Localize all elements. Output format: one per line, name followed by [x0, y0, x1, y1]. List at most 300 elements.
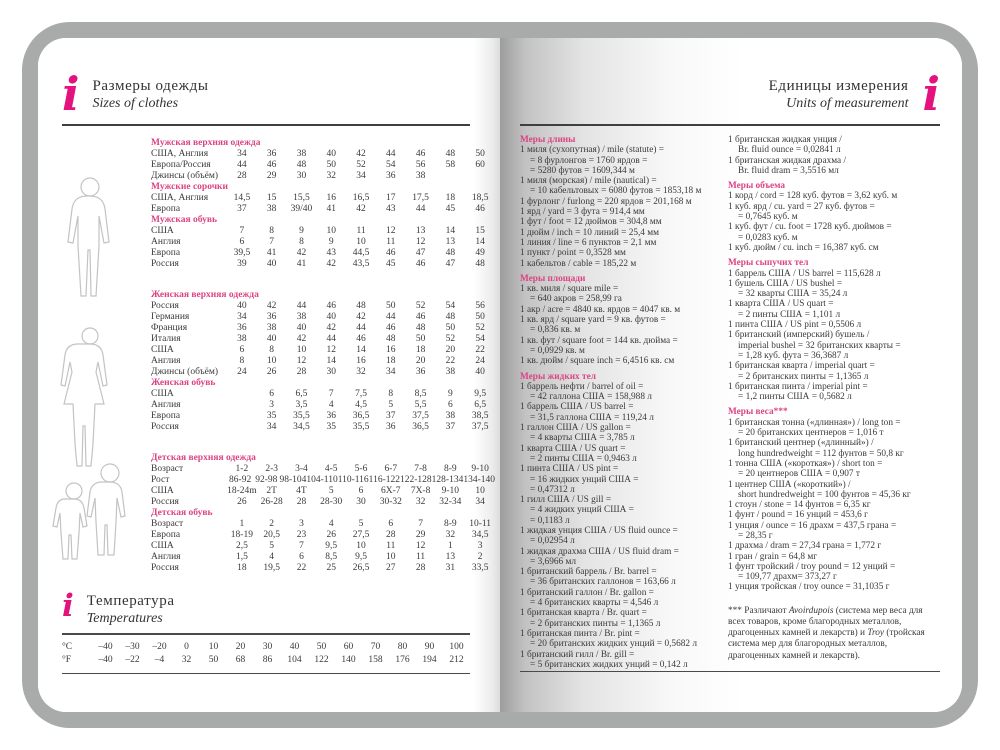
size-value: 7-8	[414, 464, 427, 474]
size-value: 50	[415, 334, 426, 344]
row-label: США, Англия	[151, 193, 209, 203]
size-value: 44	[237, 160, 247, 170]
unit-line: short hundredweight = 100 фунтов = 45,36 кг	[738, 489, 911, 500]
size-value: 52	[475, 323, 485, 333]
unit-line: = 4 британских кварты = 4,546 л	[530, 598, 659, 609]
size-value: 42	[296, 334, 307, 344]
size-value: 10	[386, 552, 396, 562]
unit-entry	[728, 382, 940, 403]
man-silhouette-image	[58, 176, 122, 306]
left-titles	[92, 72, 208, 112]
unit-line: 1 унция / ounce = 16 драхм = 437,5 грана =	[728, 520, 897, 531]
size-row	[151, 248, 495, 259]
size-value: 28	[415, 563, 426, 573]
temperature-value: 104	[287, 655, 302, 665]
unit-line: 1 миля (сухопутная) / mile (statute) =	[520, 145, 665, 156]
unit-entry	[520, 145, 718, 176]
size-value: 46	[475, 204, 485, 214]
children-silhouette-image	[52, 451, 140, 563]
size-value: 5	[269, 541, 275, 551]
size-value: 36,5	[352, 411, 370, 421]
size-value: 6	[299, 552, 304, 562]
unit-entry	[520, 382, 718, 403]
size-value: 38	[445, 367, 456, 377]
size-value: 15,5	[293, 193, 310, 203]
size-value: 13	[445, 552, 456, 562]
unit-line: 1 стоун / stone = 14 фунтов = 6,35 кг	[728, 500, 871, 511]
unit-line: 1 центнер США («короткий») /	[728, 479, 851, 490]
size-value: 40	[475, 367, 485, 377]
unit-entry	[520, 444, 718, 465]
unit-entry	[520, 197, 718, 207]
temperature-value: 32	[181, 655, 192, 665]
size-section	[151, 182, 495, 215]
temperature-value: 40	[289, 641, 300, 652]
size-value: 6	[388, 519, 394, 529]
size-value: 38	[296, 149, 307, 159]
unit-line: = 2 пинты США = 0,9463 л	[530, 453, 637, 464]
size-value: 36	[326, 411, 336, 421]
size-value: 46	[326, 301, 336, 311]
size-value: 6	[358, 486, 364, 496]
size-value: 1-2	[235, 464, 249, 474]
size-value: 37	[445, 422, 456, 432]
size-value: 98-104	[279, 475, 307, 485]
size-value: 24	[475, 356, 485, 366]
section-heading: Женская обувь	[151, 378, 216, 388]
unit-line: = 2 пинты США = 1,101 л	[738, 309, 841, 320]
size-section	[151, 215, 495, 270]
unit-line: = 2 британских пинты = 1,1365 л	[530, 618, 661, 629]
size-value: 34	[237, 312, 247, 322]
size-value: 42	[356, 149, 366, 159]
unit-line: 1 галлон США / US gallon =	[520, 423, 631, 434]
size-value	[227, 411, 257, 422]
unit-line: long hundredweight = 112 фунтов = 50,8 кг	[738, 448, 904, 459]
size-value: 22	[475, 345, 485, 355]
size-value: 44	[296, 301, 307, 311]
size-value: 47	[415, 248, 426, 258]
size-row	[151, 334, 495, 345]
size-value: 44	[386, 312, 396, 322]
size-value: 37	[237, 204, 247, 214]
unit-entry	[520, 228, 718, 238]
size-value: 92-98	[255, 475, 278, 485]
row-label: Джинсы (объём)	[151, 367, 219, 377]
header-rule	[520, 124, 940, 126]
right-page-header	[520, 67, 940, 121]
unit-line: 1 линия / line = 6 пунктов = 2,1 мм	[520, 237, 657, 248]
temperature-rule-bottom	[62, 673, 470, 675]
size-row	[151, 411, 495, 422]
unit-line: = 4 кварты США = 3,785 л	[530, 433, 635, 444]
units-section-heading: Меры длины	[520, 135, 576, 145]
size-row	[151, 204, 495, 215]
unit-line: = 28,35 г	[738, 530, 773, 541]
unit-entry	[728, 135, 940, 156]
unit-entry	[520, 547, 718, 568]
size-value: 14	[326, 356, 336, 366]
row-label: Россия	[151, 563, 179, 573]
size-value: 4	[328, 400, 334, 410]
size-value: 36	[386, 171, 396, 181]
size-value: 28	[386, 530, 396, 540]
size-value: 128-134	[431, 475, 464, 485]
section-heading: Мужская верхняя одежда	[151, 138, 261, 148]
size-value: 16	[356, 356, 366, 366]
temperature-value: –20	[152, 641, 167, 652]
unit-line: 1 унция тройская / troy ounce = 31,1035 г	[728, 582, 890, 593]
unit-line: 1 дюйм / inch = 10 линий = 25,4 мм	[520, 227, 660, 238]
woman-silhouette-image	[54, 326, 124, 471]
size-value: 9,5	[474, 389, 487, 399]
row-label: Джинсы (объём)	[151, 171, 219, 181]
size-value: 27,5	[352, 530, 370, 540]
unit-line: = 640 акров = 258,99 га	[530, 294, 622, 305]
size-value: 46	[386, 323, 396, 333]
unit-line: 1 баррель США / US barrel =	[520, 402, 634, 413]
temperature-value: 100	[449, 641, 464, 652]
units-column-2	[728, 135, 940, 670]
size-value: 43	[386, 204, 396, 214]
size-section	[151, 290, 495, 378]
unit-entry	[520, 238, 718, 248]
size-value: 48	[415, 323, 426, 333]
size-value: 40	[326, 312, 336, 322]
row-label: Англия	[151, 356, 181, 366]
size-value: 20	[415, 356, 426, 366]
size-value: 42	[326, 259, 336, 269]
unit-line: 1 британский гилл / Br. gill =	[520, 649, 635, 660]
size-value: 12	[386, 226, 396, 236]
size-value: 10	[356, 237, 366, 247]
row-label: США	[151, 389, 174, 399]
size-value: 5	[358, 519, 364, 529]
size-value: 4T	[296, 486, 307, 496]
size-tables	[151, 138, 495, 574]
unit-line: = 42 галлона США = 158,988 л	[530, 392, 652, 403]
row-label: Европа	[151, 530, 181, 540]
temperature-value: 60	[343, 641, 354, 652]
size-value: 3	[477, 541, 483, 551]
unit-line: 1 куб. дюйм / cu. inch = 16,387 куб. см	[728, 242, 879, 253]
row-label: Франция	[151, 323, 188, 333]
size-value: 16,5	[352, 193, 370, 203]
size-value: 14	[445, 226, 456, 236]
size-value: 6	[239, 345, 245, 355]
size-value: 48	[445, 312, 456, 322]
unit-entry	[728, 243, 940, 253]
unit-entry	[728, 582, 940, 592]
size-value: 35	[266, 411, 277, 421]
temperature-value: 86	[262, 655, 273, 665]
unit-entry	[520, 217, 718, 227]
size-value: 14,5	[233, 193, 251, 203]
size-value: 36	[386, 422, 396, 432]
left-page	[38, 38, 500, 712]
unit-line: = 5280 футов = 1609,344 м	[530, 165, 635, 176]
unit-entry	[728, 320, 940, 330]
size-row	[151, 400, 495, 411]
size-value: 26	[266, 367, 277, 377]
size-value: 12	[415, 237, 426, 247]
size-value: 43	[326, 248, 336, 258]
size-value: 30-32	[379, 497, 402, 507]
row-label: Рост	[151, 475, 170, 485]
size-value: 8	[388, 389, 394, 399]
footnote-text: (система мер веса для всех товаров, кроме благородных металлов, драгоценных камней и лекарств) и	[728, 605, 923, 639]
size-value: 110-116	[337, 475, 369, 485]
temperature-value: 70	[370, 641, 381, 652]
unit-line: 1 кварта США / US quart =	[728, 299, 834, 310]
row-label: США	[151, 345, 174, 355]
unit-line: 1 пункт / point = 0,3528 мм	[520, 248, 626, 259]
row-label: Германия	[151, 312, 190, 322]
unit-line: 1 британская кварта / Br. quart =	[520, 608, 647, 619]
size-value	[227, 389, 257, 400]
size-value: 7	[239, 226, 245, 236]
size-value: 5	[388, 400, 394, 410]
unit-entry	[520, 526, 718, 547]
size-value: 28	[237, 171, 247, 181]
unit-entry	[520, 305, 718, 315]
unit-line: 1 британская кварта / imperial quart =	[728, 361, 875, 372]
size-value: 8	[269, 226, 275, 236]
size-value: 17	[386, 193, 396, 203]
unit-line: Br. fluid ounce = 0,02841 л	[738, 145, 841, 156]
unit-entry	[728, 202, 940, 223]
size-row	[151, 312, 495, 323]
size-value: 30	[356, 497, 366, 507]
size-section	[151, 138, 495, 182]
unit-line: 1 британская жидкая драхма /	[728, 155, 847, 166]
temperature-value: 176	[395, 655, 410, 665]
size-value: 50	[475, 312, 485, 322]
size-value: 41	[266, 248, 277, 258]
unit-entry	[520, 207, 718, 217]
size-value: 15	[266, 193, 277, 203]
size-value: 19,5	[263, 563, 280, 573]
row-label: Возраст	[151, 519, 184, 529]
size-value: 48	[475, 259, 485, 269]
size-value: 36	[415, 367, 426, 377]
size-value: 40	[296, 323, 307, 333]
unit-line: = 0,1183 л	[530, 515, 570, 526]
unit-line: = 109,77 драхм= 373,27 г	[738, 572, 837, 583]
units-section-heading: Меры жидких тел	[520, 371, 596, 382]
row-label: Англия	[151, 237, 181, 247]
unit-line: 1 гран / grain = 64,8 мг	[728, 551, 818, 562]
unit-entry	[728, 459, 940, 480]
size-row	[151, 530, 495, 541]
size-value: 26	[237, 497, 247, 507]
size-value: 24	[237, 367, 247, 377]
unit-line: = 20 британских жидких унций = 0,5682 л	[530, 639, 697, 650]
size-value: 40	[266, 334, 277, 344]
size-value: 6	[447, 400, 453, 410]
temperature-rule-top	[62, 633, 470, 635]
size-value: 36	[266, 312, 277, 322]
unit-line: imperial bushel = 32 британских кварты =	[738, 340, 901, 351]
size-value: 42	[266, 301, 277, 311]
size-row	[151, 323, 495, 334]
size-value: 54	[445, 301, 456, 311]
size-row	[151, 356, 495, 367]
left-page-header	[62, 67, 470, 121]
temperature-block	[62, 588, 470, 674]
size-row	[151, 389, 495, 400]
temperature-subtitle: Temperatures	[86, 611, 163, 626]
size-value: 28	[296, 497, 307, 507]
size-value: 6,5	[474, 400, 487, 410]
size-value: 28-30	[320, 497, 343, 507]
size-value: 9	[299, 226, 304, 236]
size-value: 9-10	[471, 464, 489, 474]
size-value: 23	[296, 530, 307, 540]
size-value: 41	[326, 204, 336, 214]
unit-entry	[728, 269, 940, 279]
unit-line: = 20 центнеров США = 0,907 т	[738, 469, 860, 480]
size-value: 34	[475, 497, 485, 507]
size-value: 104-110	[306, 475, 338, 485]
size-value: 32	[415, 497, 426, 507]
temperature-table	[62, 641, 470, 668]
unit-entry	[520, 284, 718, 305]
size-value: 5,5	[414, 400, 427, 410]
size-value: 122-128	[399, 475, 432, 485]
size-value: 18,5	[471, 193, 489, 203]
section-heading: Детская верхняя одежда	[151, 453, 256, 463]
unit-line: 1 баррель США / US barrel = 115,628 л	[728, 268, 881, 279]
size-value: 14	[475, 237, 485, 247]
row-label: США	[151, 226, 174, 236]
size-value: 46	[386, 248, 396, 258]
page-title: Единицы измерения	[768, 78, 909, 94]
size-value: 44	[356, 323, 366, 333]
size-value: 32-34	[439, 497, 462, 507]
size-value: 54	[475, 334, 485, 344]
unit-line: 1 британский баррель / Br. barrel =	[520, 567, 657, 578]
size-value: 44	[386, 149, 396, 159]
size-value: 2-3	[265, 464, 278, 474]
size-value: 12	[326, 345, 336, 355]
unit-line: 1 фунт тройский / troy pound = 12 унций =	[728, 561, 896, 572]
unit-line: 1 британский центнер («длинный») /	[728, 438, 874, 449]
temperature-value: 80	[397, 641, 408, 652]
temperature-value: 50	[208, 655, 219, 665]
unit-line: 1 жидкая драхма США / US fluid dram =	[520, 546, 679, 557]
size-value: 38	[415, 171, 426, 181]
size-row	[151, 422, 495, 433]
size-row	[151, 160, 495, 171]
temperature-titles	[87, 591, 175, 627]
size-value: 40	[237, 301, 247, 311]
size-value: 48	[356, 301, 366, 311]
temperature-header	[62, 588, 470, 627]
unit-line: = 0,02954 л	[530, 536, 575, 547]
size-value: 37	[386, 411, 396, 421]
size-value: 16	[326, 193, 336, 203]
size-value: 39,5	[233, 248, 251, 258]
size-value: 116-122	[368, 475, 400, 485]
unit-entry	[728, 552, 940, 562]
size-value: 50	[475, 149, 485, 159]
info-icon: i	[62, 67, 80, 121]
size-value: 10	[356, 541, 366, 551]
size-value: 43,5	[352, 259, 370, 269]
footnote-text: (тройская система мер для благородных металлов, драгоценных камней и лекарств).	[728, 628, 925, 661]
size-value: 40	[326, 149, 336, 159]
size-row	[151, 237, 495, 248]
size-row	[151, 171, 495, 182]
size-value	[435, 171, 465, 182]
size-value: 48	[445, 248, 456, 258]
temperature-value: –22	[125, 655, 140, 665]
size-value: 50	[445, 323, 456, 333]
size-value: 44	[415, 204, 426, 214]
row-label: Европа	[151, 411, 181, 421]
footnote	[728, 606, 940, 662]
unit-line: 1 бушель США / US bushel =	[728, 278, 843, 289]
unit-entry	[520, 629, 718, 650]
unit-line: = 31,5 галлона США = 119,24 л	[530, 412, 654, 423]
unit-line: 1 куб. фут / cu. foot = 1728 куб. дюймов =	[728, 222, 892, 233]
size-value: 15	[475, 226, 485, 236]
size-value	[465, 171, 495, 182]
size-value: 9,5	[355, 552, 367, 562]
size-value: 41	[296, 259, 307, 269]
size-row	[151, 149, 495, 160]
size-section	[151, 453, 495, 508]
size-value: 52	[356, 160, 366, 170]
size-value: 40	[266, 259, 277, 269]
unit-line: = 0,47312 л	[530, 484, 575, 495]
unit-line: 1 кв. миля / square mile =	[520, 284, 619, 295]
unit-line: 1 баррель нефти / barrel of oil =	[520, 381, 644, 392]
row-label: Россия	[151, 259, 179, 269]
size-value: 35	[326, 422, 336, 432]
size-value: 38,5	[471, 411, 489, 421]
section-heading: Мужские сорочки	[151, 182, 228, 192]
size-row	[151, 519, 495, 530]
size-value: 6	[269, 389, 275, 399]
size-value: 3	[269, 400, 275, 410]
size-value: 3-4	[295, 464, 308, 474]
temperature-value: –4	[154, 655, 165, 665]
size-value: 42	[356, 204, 366, 214]
row-label: Европа/Россия	[151, 160, 211, 170]
info-icon: i	[62, 588, 74, 624]
unit-line: = 16 жидких унций США =	[530, 474, 639, 485]
size-value: 18	[386, 356, 396, 366]
size-value: 37,5	[412, 411, 429, 421]
size-value: 5-6	[354, 464, 368, 474]
size-row	[151, 475, 495, 486]
section-heading: Женская верхняя одежда	[151, 290, 259, 300]
size-value: 2	[269, 519, 275, 529]
size-value: 134-140	[463, 475, 495, 485]
size-value: 38	[237, 334, 247, 344]
unit-line: = 0,836 кв. м	[530, 325, 581, 336]
size-value: 32	[356, 367, 366, 377]
size-value: 56	[415, 160, 426, 170]
row-label: Англия	[151, 400, 181, 410]
unit-line: 1 пинта США / US pint = 0,5506 л	[728, 320, 862, 331]
size-value: 29	[266, 171, 277, 181]
unit-line: = 0,0929 кв. м	[530, 345, 585, 356]
temperature-value: –40	[98, 655, 113, 665]
unit-line: 1 кварта США / US quart =	[520, 443, 626, 454]
